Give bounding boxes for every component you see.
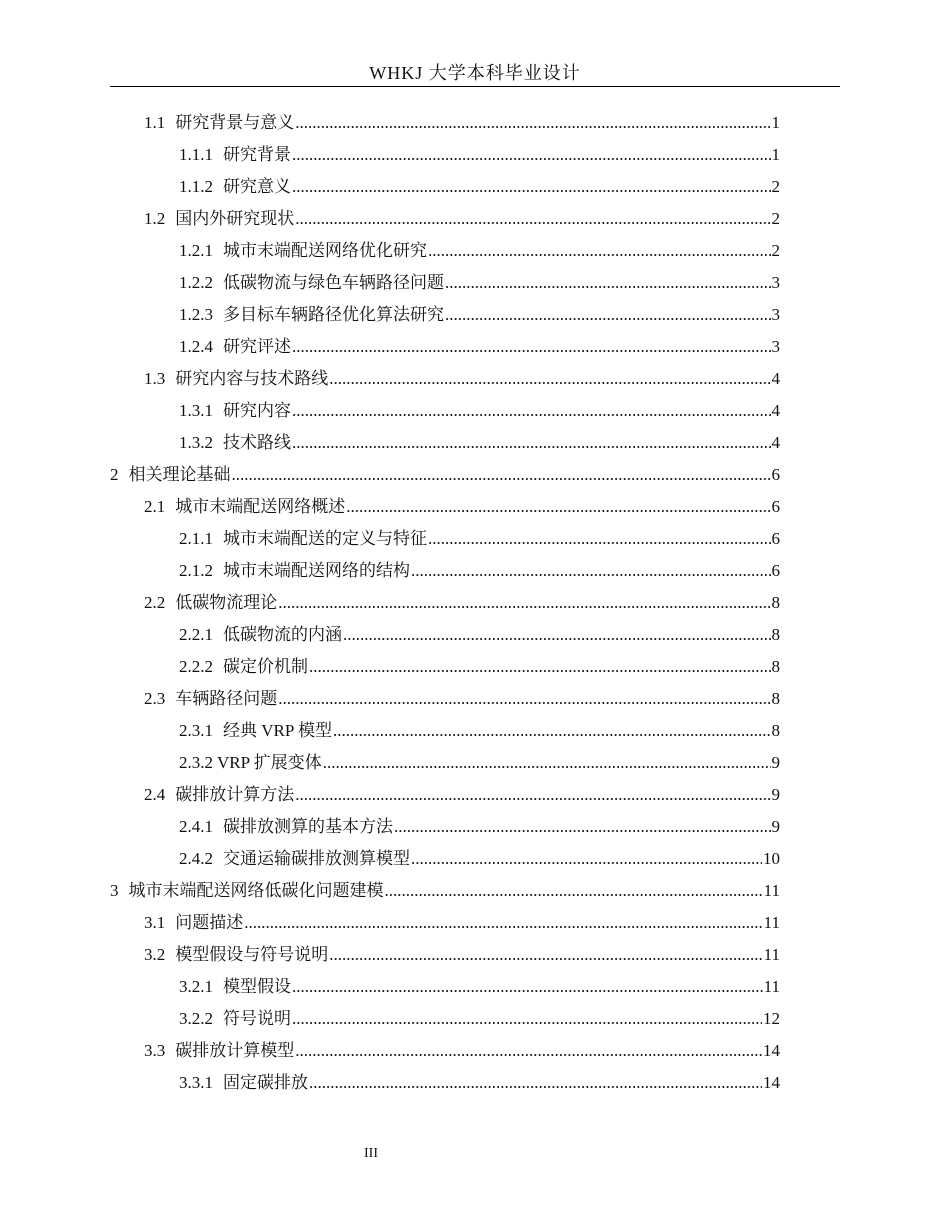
toc-entry-page: 11 (763, 881, 780, 900)
toc-dot-leader (244, 907, 762, 939)
toc-entry-page: 9 (771, 785, 780, 804)
toc-entry-page: 8 (771, 625, 780, 644)
toc-entry-page: 14 (763, 1041, 780, 1060)
toc-entry-page: 4 (771, 433, 780, 452)
toc-entry-title: 碳定价机制 (223, 657, 308, 676)
toc-dot-leader (278, 683, 770, 715)
toc-entry-page: 6 (771, 465, 780, 484)
toc-entry[interactable] (110, 235, 780, 267)
toc-entry-page: 2 (771, 177, 780, 196)
toc-entry[interactable] (110, 971, 780, 1003)
toc-entry-page: 3 (771, 305, 780, 324)
toc-entry-number: 1.2 (144, 209, 166, 228)
toc-dot-leader (292, 331, 771, 363)
toc-entry-number: 1.3.1 (179, 401, 213, 420)
toc-entry-title: 国内外研究现状 (175, 209, 295, 228)
toc-entry-number: 1.3.2 (179, 433, 213, 452)
toc-dot-leader (292, 171, 771, 203)
toc-dot-leader (295, 1035, 762, 1067)
toc-entry-number: 2.3.2 (179, 753, 213, 772)
toc-entry-title: 低碳物流与绿色车辆路径问题 (223, 273, 444, 292)
toc-entry-title: 城市末端配送网络低碳化问题建模 (128, 881, 384, 900)
toc-entry[interactable] (110, 1003, 780, 1035)
toc-entry-page: 3 (771, 273, 780, 292)
toc-entry[interactable] (110, 619, 780, 651)
page-number: III (364, 1146, 378, 1161)
toc-entry[interactable] (110, 171, 780, 203)
toc-entry-title: 模型假设 (223, 977, 291, 996)
toc-entry-number: 2.3.1 (179, 721, 213, 740)
toc-entry-number: 1.2.4 (179, 337, 213, 356)
toc-entry[interactable] (110, 747, 780, 779)
toc-dot-leader (445, 299, 771, 331)
toc-entry-page: 6 (771, 529, 780, 548)
toc-entry[interactable] (110, 203, 780, 235)
toc-dot-leader (428, 235, 771, 267)
toc-entry[interactable] (110, 331, 780, 363)
toc-entry-page: 8 (771, 657, 780, 676)
toc-entry-title: 符号说明 (223, 1009, 291, 1028)
toc-entry-number: 2.2 (144, 593, 166, 612)
toc-entry-title: 城市末端配送网络优化研究 (223, 241, 427, 260)
toc-entry-title: 碳排放计算模型 (175, 1041, 295, 1060)
toc-entry-page: 9 (771, 753, 780, 772)
toc-entry-title: 碳排放计算方法 (175, 785, 295, 804)
toc-entry-title: 交通运输碳排放测算模型 (223, 849, 410, 868)
toc-entry-page: 11 (763, 977, 780, 996)
toc-dot-leader (295, 779, 770, 811)
toc-entry-page: 1 (771, 113, 780, 132)
toc-dot-leader (333, 715, 771, 747)
toc-entry-title: 研究背景与意义 (175, 113, 295, 132)
toc-entry-page: 2 (771, 241, 780, 260)
page-header (110, 60, 840, 87)
toc-entry-title: 模型假设与符号说明 (175, 945, 329, 964)
toc-entry[interactable] (110, 363, 780, 395)
toc-dot-leader (292, 1003, 762, 1035)
toc-entry-title: 研究背景 (223, 145, 291, 164)
toc-entry[interactable] (110, 1067, 780, 1099)
toc-dot-leader (411, 843, 762, 875)
toc-dot-leader (445, 267, 771, 299)
toc-entry-page: 1 (771, 145, 780, 164)
toc-dot-leader (309, 1067, 762, 1099)
toc-entry[interactable] (110, 939, 780, 971)
toc-entry-title: 研究评述 (223, 337, 291, 356)
toc-dot-leader (278, 587, 770, 619)
toc-dot-leader (232, 459, 771, 491)
toc-entry-number: 2.2.1 (179, 625, 213, 644)
toc-entry-page: 8 (771, 689, 780, 708)
toc-entry-number: 3.3 (144, 1041, 166, 1060)
toc-entry-title: 研究内容 (223, 401, 291, 420)
toc-entry[interactable] (110, 907, 780, 939)
toc-entry[interactable] (110, 1035, 780, 1067)
toc-dot-leader (329, 363, 770, 395)
toc-entry[interactable] (110, 811, 780, 843)
toc-entry[interactable] (110, 779, 780, 811)
toc-entry[interactable] (110, 427, 780, 459)
page-header-title: WHKJ 大学本科毕业设计 (369, 63, 581, 83)
toc-entry-number: 1.1 (144, 113, 166, 132)
toc-entry-title: 车辆路径问题 (175, 689, 278, 708)
toc-entry[interactable] (110, 523, 780, 555)
toc-entry-page: 10 (763, 849, 780, 868)
toc-entry-number: 1.2.3 (179, 305, 213, 324)
toc-entry-title: 固定碳排放 (223, 1073, 308, 1092)
toc-entry-title: 研究意义 (223, 177, 291, 196)
toc-entry[interactable] (110, 491, 780, 523)
toc-entry[interactable] (110, 715, 780, 747)
toc-dot-leader (295, 203, 770, 235)
toc-entry-number: 2.1 (144, 497, 166, 516)
toc-entry-number: 1.1.2 (179, 177, 213, 196)
toc-entry-number: 2.3 (144, 689, 166, 708)
toc-entry-page: 6 (771, 561, 780, 580)
toc-entry-number: 1.2.2 (179, 273, 213, 292)
toc-entry-page: 14 (763, 1073, 780, 1092)
toc-entry-title: 多目标车辆路径优化算法研究 (223, 305, 444, 324)
toc-entry[interactable] (110, 267, 780, 299)
toc-entry-title: 碳排放测算的基本方法 (223, 817, 393, 836)
toc-entry-number: 3.2.1 (179, 977, 213, 996)
toc-dot-leader (411, 555, 771, 587)
toc-entry-page: 3 (771, 337, 780, 356)
toc-entry[interactable] (110, 651, 780, 683)
toc-entry[interactable] (110, 107, 780, 139)
toc-entry[interactable] (110, 139, 780, 171)
toc-entry-page: 6 (771, 497, 780, 516)
toc-entry-page: 8 (771, 721, 780, 740)
toc-entry-title: 研究内容与技术路线 (175, 369, 329, 388)
toc-dot-leader (323, 747, 771, 779)
toc-entry-page: 8 (771, 593, 780, 612)
toc-entry[interactable] (110, 299, 780, 331)
toc-dot-leader (292, 139, 771, 171)
toc-entry-number: 2.4.1 (179, 817, 213, 836)
toc-entry-number: 2 (110, 465, 119, 484)
toc-entry-title: 低碳物流理论 (175, 593, 278, 612)
toc-entry-number: 2.2.2 (179, 657, 213, 676)
toc-dot-leader (329, 939, 762, 971)
toc-dot-leader (292, 427, 771, 459)
toc-dot-leader (292, 395, 771, 427)
toc-entry-page: 12 (763, 1009, 780, 1028)
toc-entry[interactable] (110, 587, 780, 619)
toc-entry-title: 相关理论基础 (128, 465, 231, 484)
toc-entry[interactable] (110, 459, 780, 491)
toc-entry[interactable] (110, 875, 780, 907)
table-of-contents (110, 107, 780, 1099)
toc-entry-number: 1.1.1 (179, 145, 213, 164)
toc-entry-title: VRP 扩展变体 (217, 753, 322, 772)
toc-entry-page: 11 (763, 945, 780, 964)
toc-entry-title: 技术路线 (223, 433, 291, 452)
toc-entry-title: 城市末端配送网络概述 (175, 497, 346, 516)
toc-entry-number: 2.1.1 (179, 529, 213, 548)
toc-entry-page: 4 (771, 401, 780, 420)
toc-entry[interactable] (110, 683, 780, 715)
toc-entry-number: 1.2.1 (179, 241, 213, 260)
toc-entry-number: 2.4.2 (179, 849, 213, 868)
toc-entry-number: 2.1.2 (179, 561, 213, 580)
toc-entry-title: 经典 VRP 模型 (223, 721, 332, 740)
toc-entry-number: 2.4 (144, 785, 166, 804)
toc-dot-leader (309, 651, 771, 683)
toc-dot-leader (343, 619, 771, 651)
toc-entry-number: 3.3.1 (179, 1073, 213, 1092)
toc-entry-title: 低碳物流的内涵 (223, 625, 342, 644)
toc-entry-number: 3.2.2 (179, 1009, 213, 1028)
toc-entry-number: 3 (110, 881, 119, 900)
toc-entry-title: 问题描述 (175, 913, 244, 932)
toc-entry[interactable] (110, 395, 780, 427)
toc-entry-number: 3.2 (144, 945, 166, 964)
toc-dot-leader (292, 971, 763, 1003)
toc-entry-page: 2 (771, 209, 780, 228)
toc-entry-number: 1.3 (144, 369, 166, 388)
toc-entry-page: 11 (763, 913, 780, 932)
toc-dot-leader (295, 107, 770, 139)
toc-entry-title: 城市末端配送的定义与特征 (223, 529, 427, 548)
toc-dot-leader (385, 875, 763, 907)
toc-dot-leader (394, 811, 771, 843)
toc-entry-title: 城市末端配送网络的结构 (223, 561, 410, 580)
toc-entry-number: 3.1 (144, 913, 166, 932)
toc-dot-leader (428, 523, 771, 555)
toc-entry[interactable] (110, 843, 780, 875)
toc-entry[interactable] (110, 555, 780, 587)
page-footer (0, 1146, 742, 1162)
toc-dot-leader (346, 491, 770, 523)
toc-entry-page: 9 (771, 817, 780, 836)
toc-entry-page: 4 (771, 369, 780, 388)
